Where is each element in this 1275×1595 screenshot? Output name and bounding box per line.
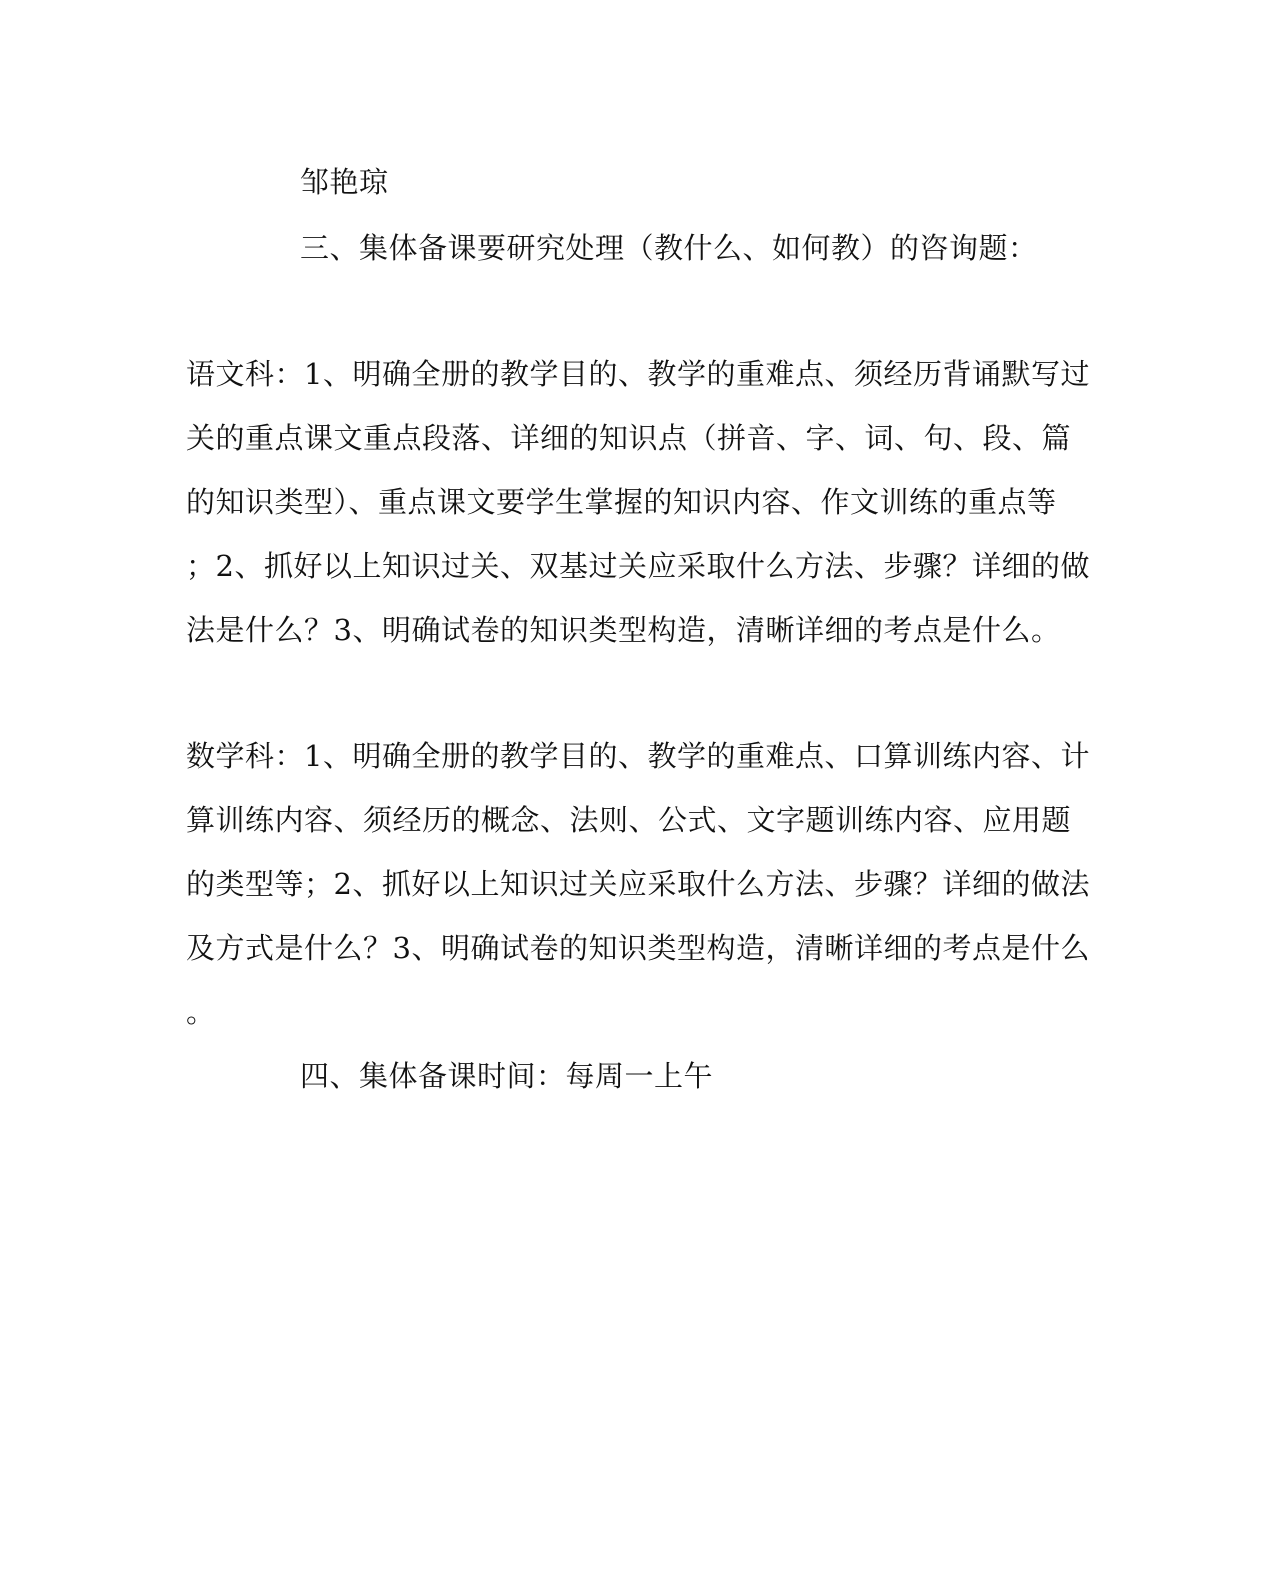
paragraph-line: ；2、抓好以上知识过关、双基过关应采取什么方法、步骤？详细的做 (186, 549, 1090, 583)
author-name: 邹艳琼 (300, 165, 389, 199)
section-four-heading: 四、集体备课时间：每周一上午 (300, 1059, 714, 1093)
paragraph-line: 关的重点课文重点段落、详细的知识点（拼音、字、词、句、段、篇 (186, 421, 1072, 455)
paragraph-line: 的类型等；2、抓好以上知识过关应采取什么方法、步骤？详细的做法 (186, 867, 1090, 901)
paragraph-line: 法是什么？3、明确试卷的知识类型构造，清晰详细的考点是什么。 (186, 613, 1061, 647)
paragraph-line: 算训练内容、须经历的概念、法则、公式、文字题训练内容、应用题 (186, 803, 1072, 837)
section-three-heading: 三、集体备课要研究处理（教什么、如何教）的咨询题： (300, 231, 1038, 265)
paragraph-line: 数学科：1、明确全册的教学目的、教学的重难点、口算训练内容、计 (186, 739, 1090, 773)
paragraph-line: 的知识类型）、重点课文要学生掌握的知识内容、作文训练的重点等 (186, 485, 1057, 519)
paragraph-line: 及方式是什么？3、明确试卷的知识类型构造，清晰详细的考点是什么 (186, 931, 1090, 965)
paragraph-line: 。 (186, 995, 216, 1029)
paragraph-line: 语文科：1、明确全册的教学目的、教学的重难点、须经历背诵默写过 (186, 357, 1090, 391)
